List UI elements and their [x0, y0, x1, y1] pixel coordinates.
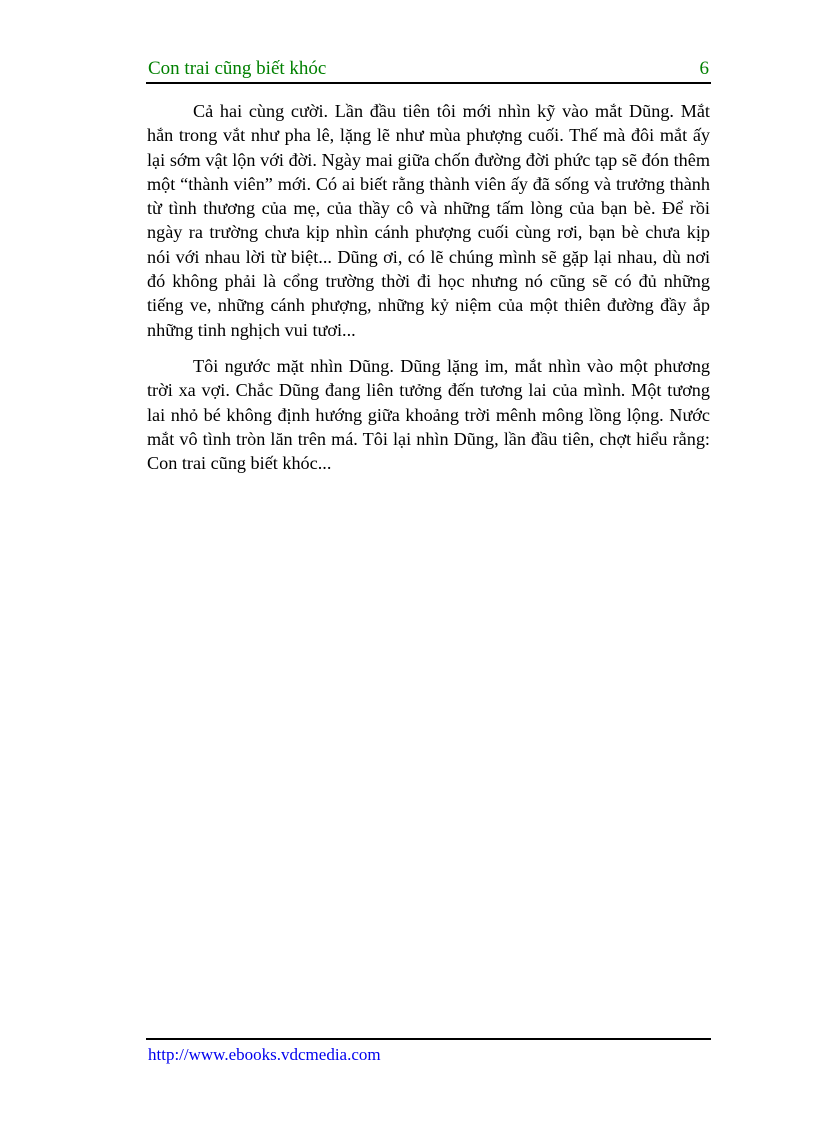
- paragraph-1: Cả hai cùng cười. Lần đầu tiên tôi mới nhìn kỹ vào mắt Dũng. Mắt hắn trong vắt như pha lê, lặng lẽ như mùa phượng cuối. Thế mà đôi mắt ấy lại sớm vật lộn với đời. Ngày mai giữa chốn đường đời phức tạp sẽ đón thêm một “thành viên” mới. Có ai biết rằng thành viên ấy đã sống và trưởng thành từ tình thương của mẹ, của thầy cô và những tấm lòng của bạn bè. Để rồi ngày ra trường chưa kịp nhìn cánh phượng cuối cùng rơi, bạn bè chưa kịp nói với nhau lời từ biệt... Dũng ơi, có lẽ chúng mình sẽ gặp lại nhau, dù nơi đó không phải là cổng trường thời đi học nhưng nó cũng sẽ có đủ những tiếng ve, những cánh phượng, những kỷ niệm của một thiên đường đầy ắp những tinh nghịch vui tươi...: [147, 101, 710, 340]
- footer-divider: [146, 1038, 711, 1040]
- paragraph-2: Tôi ngước mặt nhìn Dũng. Dũng lặng im, mắt nhìn vào một phương trời xa vợi. Chắc Dũng đang liên tưởng đến tương lai của mình. Một tương lai nhỏ bé không định hướng giữa khoảng trời mênh mông lồng lộng. Nước mắt vô tình tròn lăn trên má. Tôi lại nhìn Dũng, lần đầu tiên, chợt hiểu rằng: Con trai cũng biết khóc...: [147, 355, 710, 474]
- page-number: 6: [699, 58, 709, 79]
- body-text: [147, 99, 710, 487]
- header-title: Con trai cũng biết khóc: [148, 58, 327, 79]
- footer-link[interactable]: http://www.ebooks.vdcmedia.com: [148, 1045, 381, 1064]
- page-header: [146, 58, 711, 84]
